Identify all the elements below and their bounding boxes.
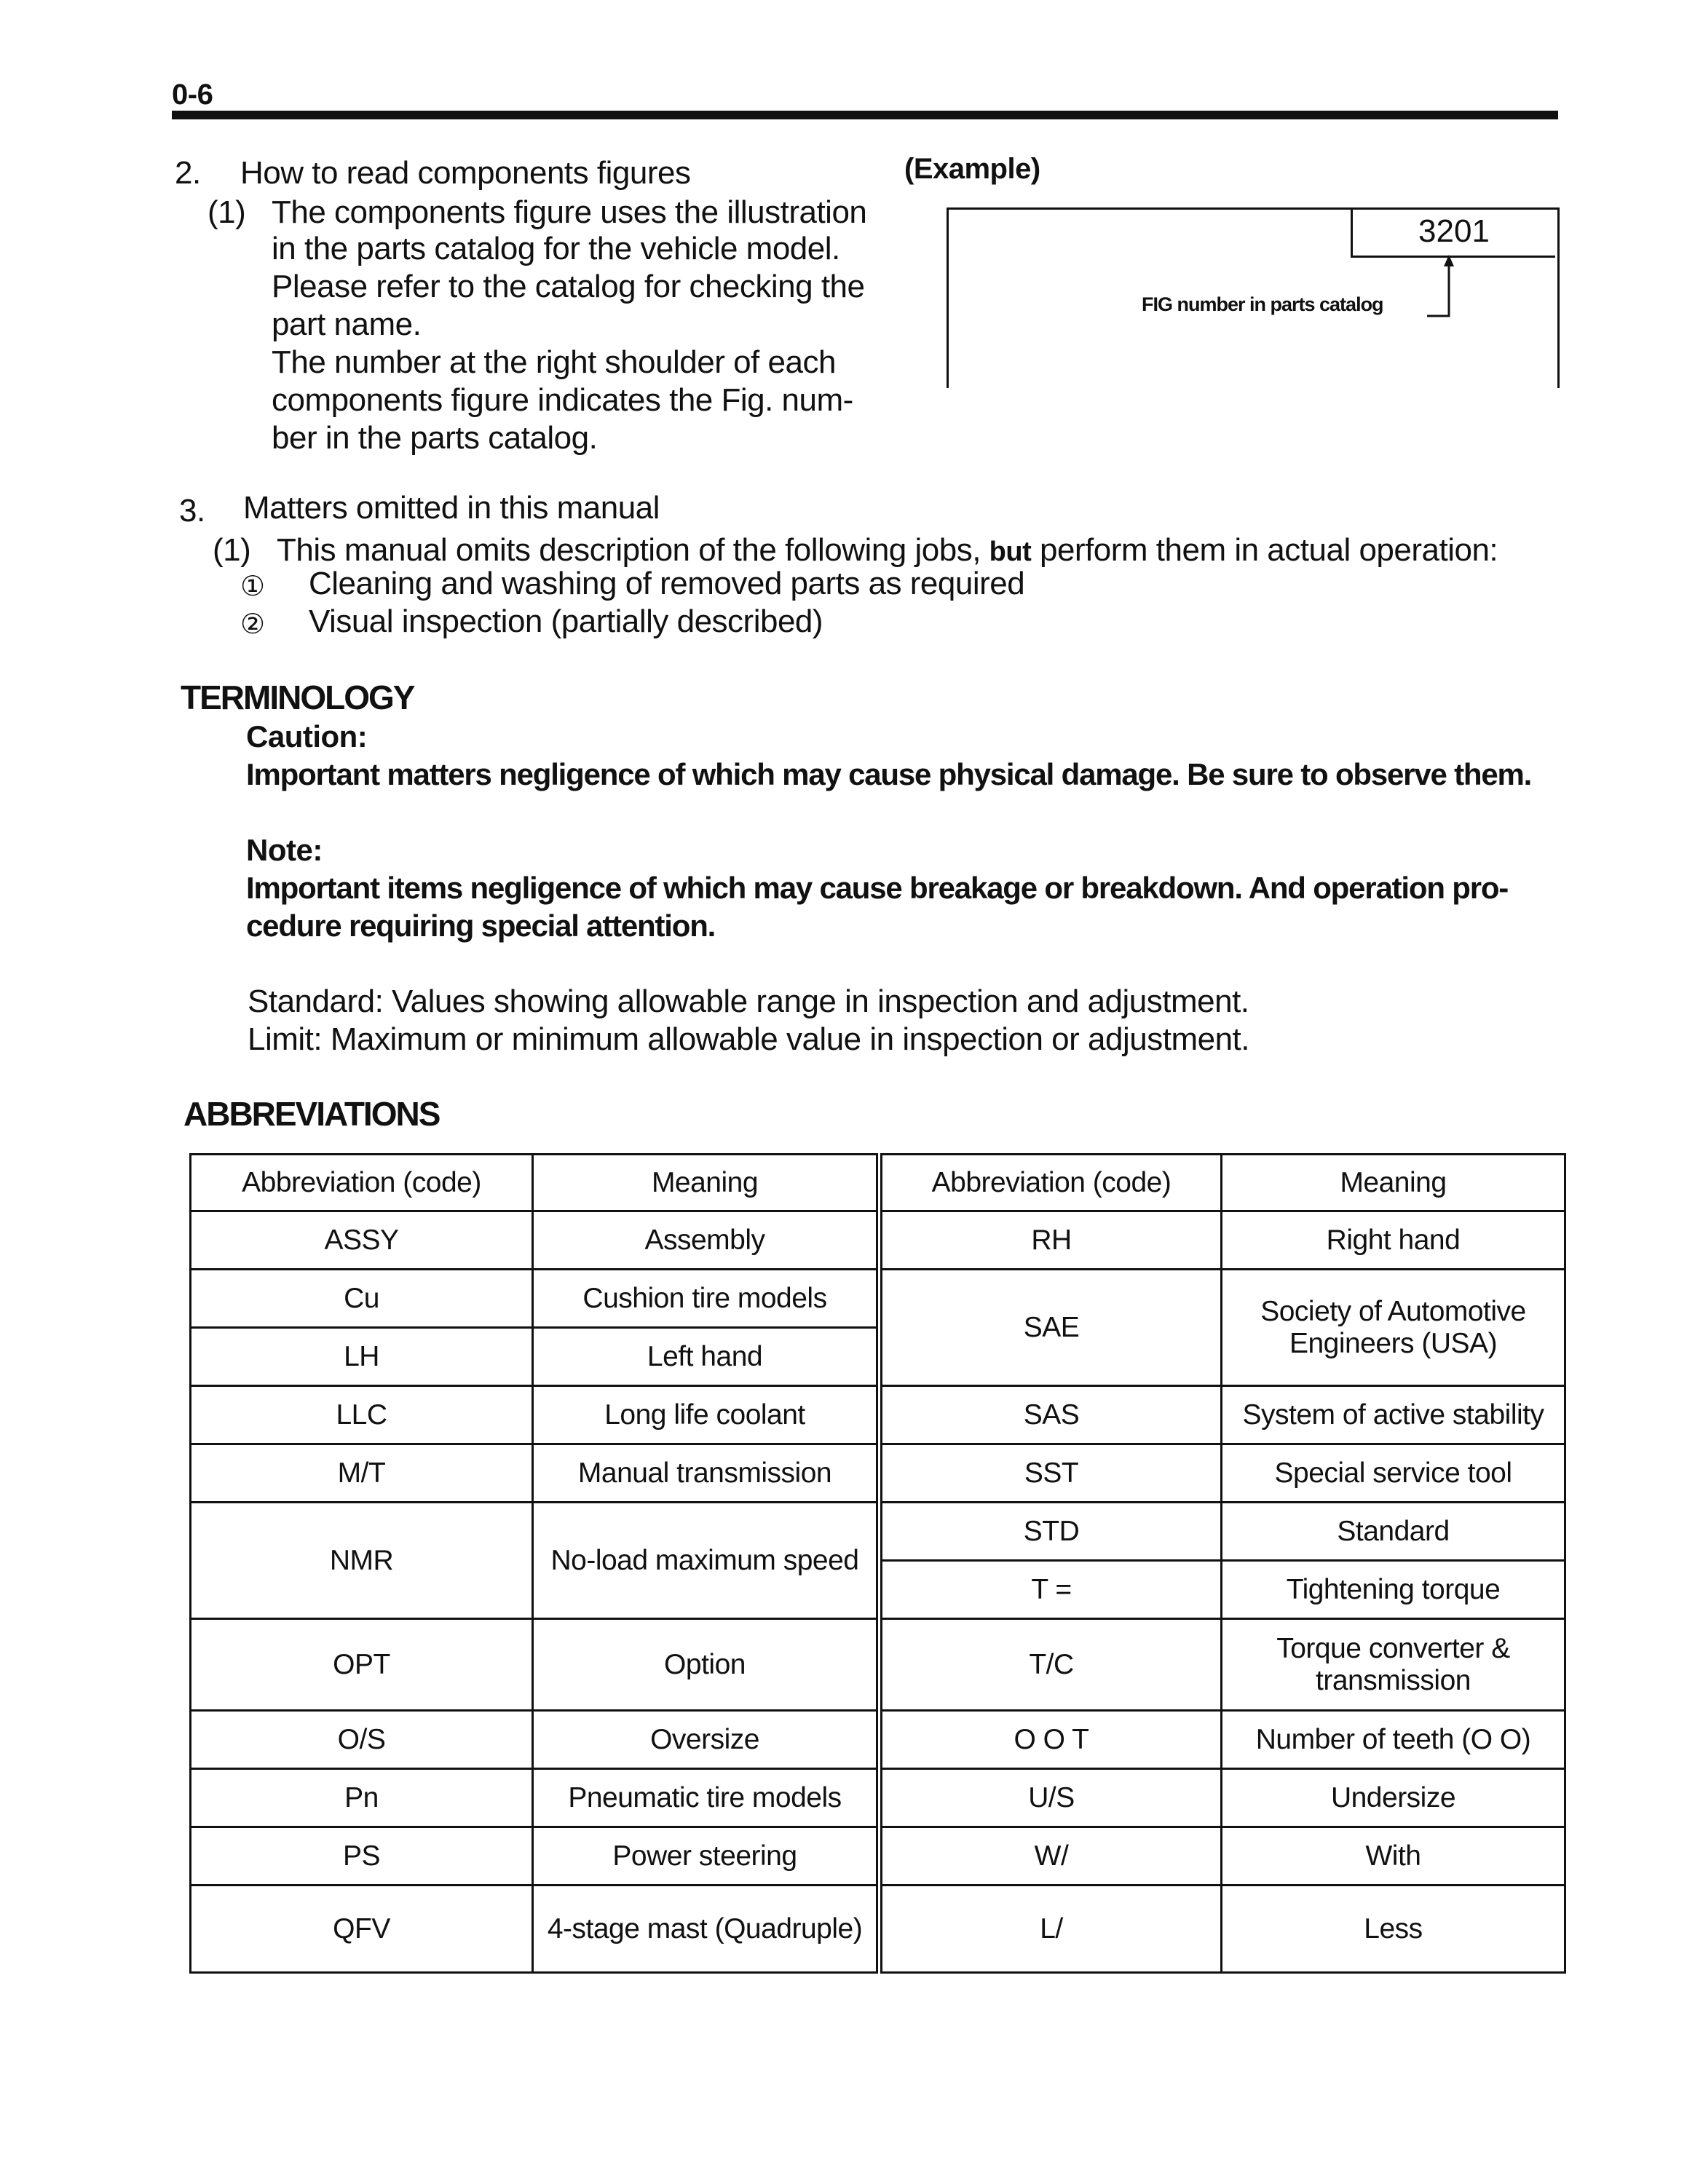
- section3-number: 3.: [179, 493, 205, 529]
- table-row: [191, 1711, 1565, 1769]
- section2-line: The components figure uses the illustration: [272, 194, 867, 230]
- note-text: cedure requiring special attention.: [246, 909, 716, 943]
- caution-label: Caution:: [246, 719, 368, 753]
- abbr-code: Pn: [191, 1769, 533, 1827]
- abbr-meaning: Torque converter & transmission: [1222, 1619, 1565, 1711]
- abbr-code: LLC: [191, 1386, 533, 1444]
- abbr-meaning: With: [1222, 1827, 1565, 1886]
- abbr-code: STD: [880, 1503, 1222, 1561]
- section3-line-start: This manual omits description of the following jobs,: [277, 532, 981, 568]
- table-row: [191, 1619, 1565, 1711]
- abbr-code: U/S: [880, 1769, 1222, 1827]
- section2-number: 2.: [175, 155, 201, 191]
- abbr-code: ASSY: [191, 1211, 533, 1270]
- abbr-meaning: Assembly: [533, 1211, 880, 1270]
- abbreviations-heading: ABBREVIATIONS: [183, 1095, 440, 1133]
- example-label: (Example): [904, 153, 1040, 185]
- abbreviations-table: [189, 1153, 1566, 1974]
- abbr-meaning: Power steering: [533, 1827, 880, 1886]
- caution-text: Important matters negligence of which may cause physical damage. Be sure to observe them.: [246, 757, 1532, 791]
- abbr-code: L/: [880, 1886, 1222, 1973]
- abbr-code: SAE: [880, 1270, 1222, 1386]
- table-row: [191, 1270, 1565, 1328]
- standard-definition: Standard: Values showing allowable range in inspection and adjustment.: [248, 984, 1249, 1019]
- abbr-code: T =: [880, 1561, 1222, 1619]
- abbr-code: OPT: [191, 1619, 533, 1711]
- circled-two-icon: ②: [240, 609, 265, 640]
- section3-line-end: perform them in actual operation:: [1039, 532, 1498, 568]
- note-label: Note:: [246, 833, 323, 867]
- abbr-code: QFV: [191, 1886, 533, 1973]
- abbr-meaning: Long life coolant: [533, 1386, 880, 1444]
- abbr-code: O/S: [191, 1711, 533, 1769]
- abbr-meaning: Standard: [1222, 1503, 1565, 1561]
- table-row: [191, 1769, 1565, 1827]
- abbr-meaning: System of active stability: [1222, 1386, 1565, 1444]
- abbr-meaning: 4-stage mast (Quadruple): [533, 1886, 880, 1973]
- column-header: Abbreviation (code): [880, 1155, 1222, 1211]
- abbr-meaning: Tightening torque: [1222, 1561, 1565, 1619]
- terminology-heading: TERMINOLOGY: [181, 678, 414, 716]
- section3-line-bold: but: [989, 537, 1032, 567]
- circled-one-icon: ①: [240, 571, 265, 602]
- abbr-meaning: No-load maximum speed: [533, 1503, 880, 1619]
- abbr-code: RH: [880, 1211, 1222, 1270]
- table-header-row: [191, 1155, 1565, 1211]
- abbr-code: SST: [880, 1444, 1222, 1503]
- abbr-meaning: Pneumatic tire models: [533, 1769, 880, 1827]
- table-row: [191, 1386, 1565, 1444]
- note-text: Important items negligence of which may cause breakage or breakdown. And operation pro-: [246, 871, 1509, 905]
- abbr-code: Cu: [191, 1270, 533, 1328]
- abbr-meaning: Manual transmission: [533, 1444, 880, 1503]
- abbr-meaning: Oversize: [533, 1711, 880, 1769]
- section2-line: in the parts catalog for the vehicle model.: [272, 231, 840, 266]
- section3-item: Visual inspection (partially described): [309, 604, 823, 639]
- fig-caption: FIG number in parts catalog: [1142, 293, 1383, 315]
- fig-arrow: [1427, 255, 1471, 320]
- section2-line: Please refer to the catalog for checking the: [272, 269, 865, 304]
- abbr-meaning: Special service tool: [1222, 1444, 1565, 1503]
- page-number: 0-6: [172, 79, 213, 111]
- column-header: Meaning: [1222, 1155, 1565, 1211]
- abbr-code: O O T: [880, 1711, 1222, 1769]
- table-row: [191, 1211, 1565, 1270]
- abbr-meaning: Option: [533, 1619, 880, 1711]
- fig-number-box: 3201: [1351, 207, 1555, 258]
- abbr-meaning: Left hand: [533, 1328, 880, 1386]
- abbr-meaning: Cushion tire models: [533, 1270, 880, 1328]
- section2-line: The number at the right shoulder of each: [272, 344, 836, 380]
- abbr-code: W/: [880, 1827, 1222, 1886]
- table-row: [191, 1503, 1565, 1561]
- section2-line: part name.: [272, 306, 422, 342]
- abbr-code: T/C: [880, 1619, 1222, 1711]
- abbr-code: SAS: [880, 1386, 1222, 1444]
- abbr-code: LH: [191, 1328, 533, 1386]
- abbr-code: PS: [191, 1827, 533, 1886]
- abbr-code: NMR: [191, 1503, 533, 1619]
- table-row: [191, 1886, 1565, 1973]
- section2-title: How to read components figures: [240, 155, 691, 191]
- abbr-meaning: Society of Automotive Engineers (USA): [1222, 1270, 1565, 1386]
- header-rule: [172, 111, 1558, 119]
- abbr-meaning: Less: [1222, 1886, 1565, 1973]
- column-header: Meaning: [533, 1155, 880, 1211]
- table-row: [191, 1444, 1565, 1503]
- abbr-meaning: Right hand: [1222, 1211, 1565, 1270]
- section2-sub-number: (1): [208, 194, 246, 230]
- section3-sub-number: (1): [213, 532, 251, 568]
- section2-line: ber in the parts catalog.: [272, 420, 598, 456]
- section3-title: Matters omitted in this manual: [243, 490, 660, 526]
- limit-definition: Limit: Maximum or minimum allowable value in inspection or adjustment.: [248, 1021, 1249, 1057]
- abbr-meaning: Undersize: [1222, 1769, 1565, 1827]
- column-header: Abbreviation (code): [191, 1155, 533, 1211]
- abbr-code: M/T: [191, 1444, 533, 1503]
- section3-item: Cleaning and washing of removed parts as required: [309, 566, 1025, 601]
- table-row: [191, 1827, 1565, 1886]
- section2-line: components figure indicates the Fig. num-: [272, 382, 853, 418]
- abbr-meaning: Number of teeth (O O): [1222, 1711, 1565, 1769]
